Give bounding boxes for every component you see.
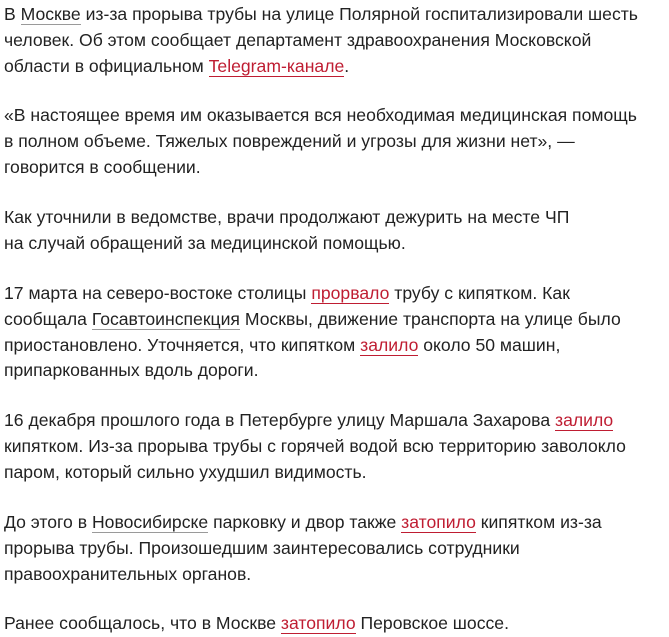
- text: приостановлено. Уточняется, что кипятком: [4, 334, 361, 355]
- text: трубу с кипятком. Как: [389, 283, 570, 303]
- text: 16 декабря прошлого года в Петербурге улицу Маршала Захарова: [4, 410, 555, 430]
- text: в полном объеме. Тяжелых повреждений и угрозы для жизни нет», —: [4, 130, 575, 151]
- text: на случай обращений за медицинской помощью.: [4, 232, 406, 253]
- text: припаркованных вдоль дороги.: [4, 360, 259, 381]
- text: парковку и двор также: [208, 512, 402, 532]
- telegram-channel-link[interactable]: Telegram-канале: [208, 55, 345, 76]
- text: человек. Об этом сообщает департамент здравоохранения Московской: [4, 29, 592, 50]
- link-zatopilo-parking[interactable]: затопило: [401, 512, 476, 532]
- text: Москвы, движение транспорта на улице было: [239, 308, 621, 329]
- tag-link-gosavtoinspekciya[interactable]: Госавтоинспекция: [91, 308, 240, 329]
- text: Перовское шоссе.: [355, 613, 509, 633]
- text: паром, который сильно ухудшил видимость.: [4, 461, 367, 482]
- text: кипятком. Из-за прорыва трубы с горячей водой всю территорию заволокло: [4, 435, 626, 456]
- text: Как уточнили в ведомстве, врачи продолжают дежурить на месте ЧП: [4, 207, 570, 227]
- text: «В настоящее время им оказывается вся необходимая медицинская помощь: [4, 105, 637, 125]
- text: области в официальном: [4, 55, 209, 76]
- link-zalilo-street[interactable]: залило: [555, 410, 614, 430]
- text: Ранее сообщалось, что в Москве: [4, 613, 281, 633]
- paragraph-3: [4, 205, 569, 257]
- paragraph-5: [4, 408, 626, 485]
- text: прорыва трубы. Произошедшим заинтересовались сотрудники: [4, 537, 520, 558]
- paragraph-4: [4, 281, 621, 384]
- tag-link-novosibirsk[interactable]: Новосибирске: [91, 512, 209, 532]
- link-zatopilo-highway[interactable]: затопило: [280, 613, 356, 633]
- text: из-за прорыва трубы на улице Полярной госпитализировали шесть: [80, 4, 638, 24]
- paragraph-6: [4, 510, 602, 587]
- paragraph-2: [4, 103, 637, 180]
- paragraph-7: [4, 611, 509, 637]
- link-zalilo-cars[interactable]: залило: [360, 334, 419, 355]
- text: правоохранительных органов.: [4, 563, 252, 584]
- tag-link-moscow[interactable]: Москве: [20, 4, 81, 24]
- text: 17 марта на северо-востоке столицы: [4, 283, 312, 303]
- text: сообщала: [4, 308, 92, 329]
- text: около 50 машин,: [418, 334, 561, 355]
- text: .: [344, 55, 350, 76]
- text: В: [4, 4, 21, 24]
- link-prorvalo[interactable]: прорвало: [311, 283, 390, 303]
- paragraph-1: [4, 2, 638, 79]
- text: говорится в сообщении.: [4, 156, 201, 177]
- text: До этого в: [4, 512, 92, 532]
- text: кипятком из-за: [475, 512, 602, 532]
